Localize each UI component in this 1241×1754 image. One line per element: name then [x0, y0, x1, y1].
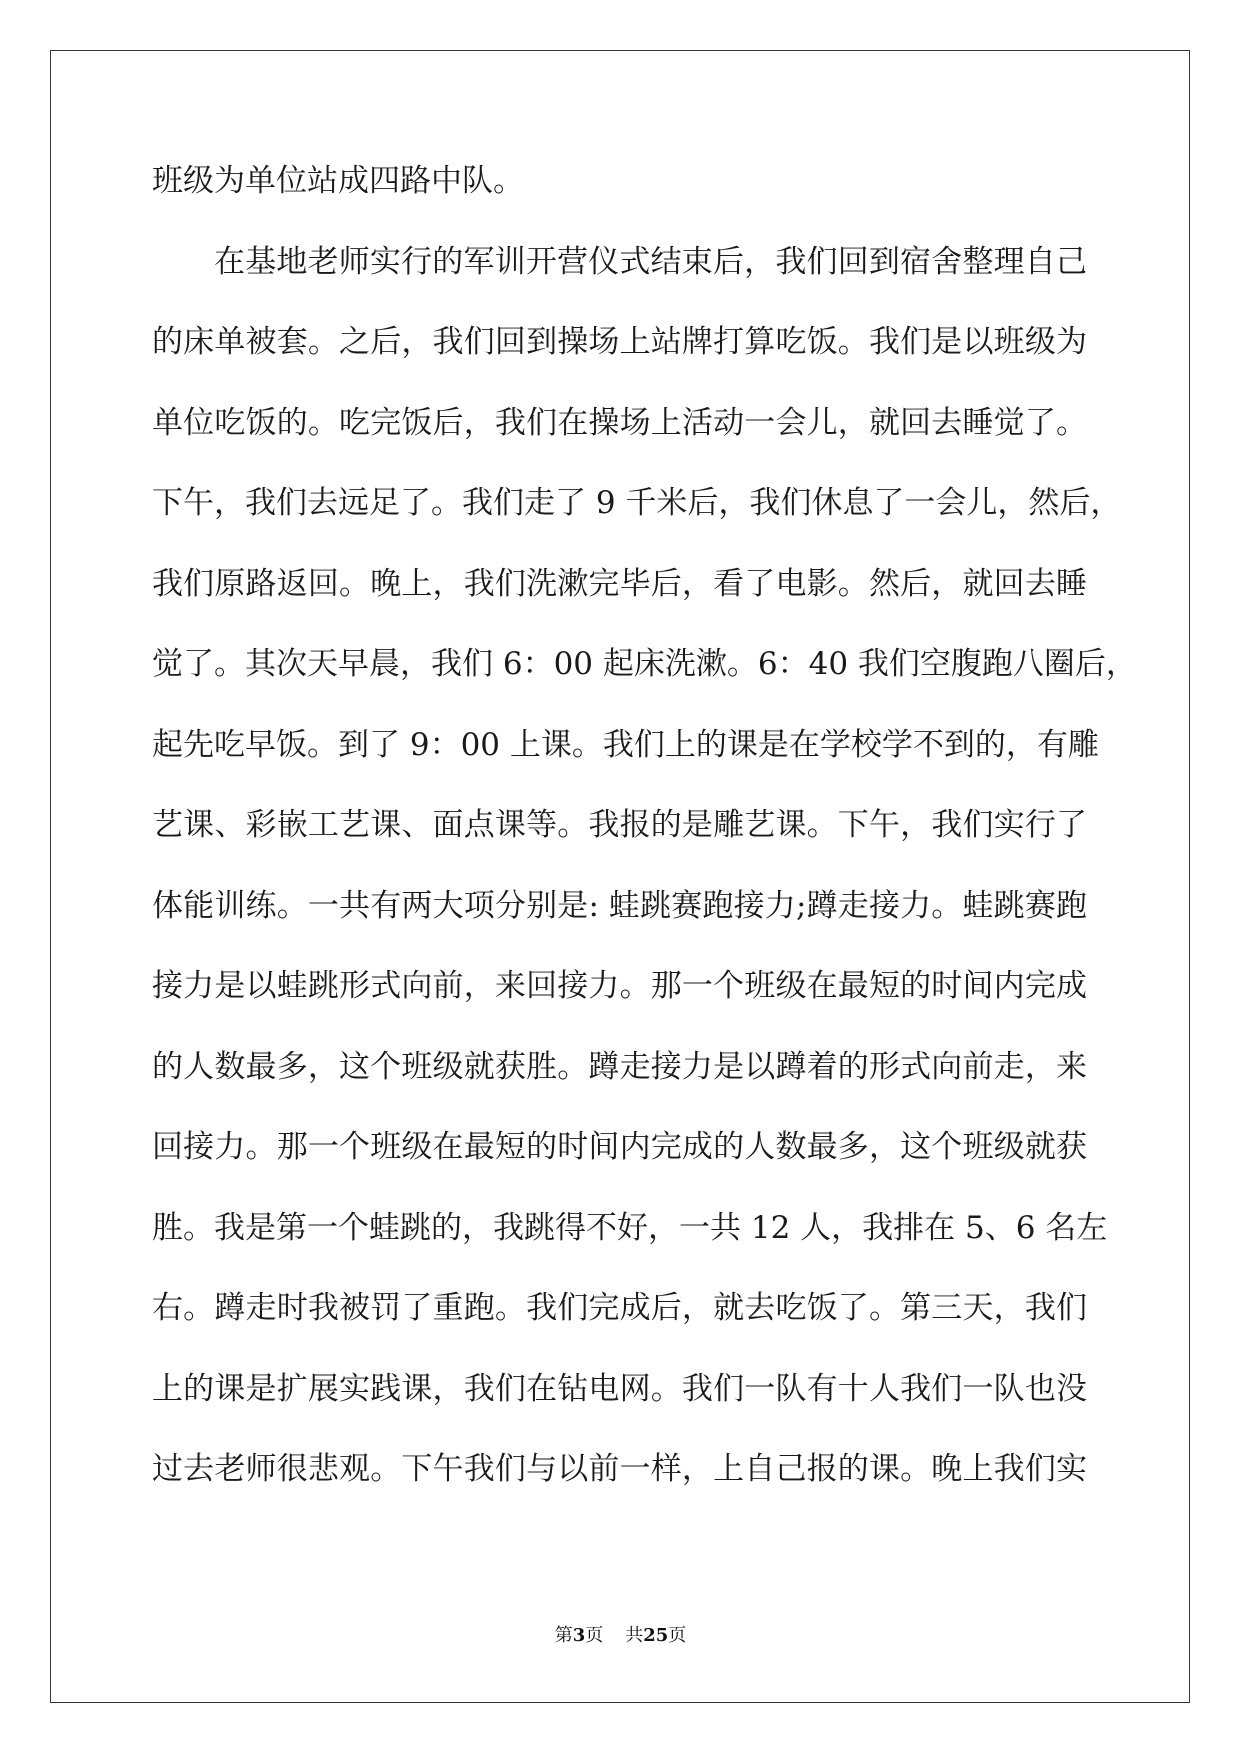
paragraph-start-line: 在基地老师实行的军训开营仪式结束后，我们回到宿舍整理自己: [214, 243, 1087, 280]
text-line: 右。蹲走时我被罚了重跑。我们完成后，就去吃饭了。第三天，我们: [152, 1290, 1087, 1326]
page-label-prefix: 第: [554, 1625, 573, 1646]
text-line: 班级为单位站成四路中队。: [152, 163, 524, 199]
text-line: 过去老师很悲观。下午我们与以前一样，上自己报的课。晚上我们实: [152, 1451, 1087, 1487]
text-line: 回接力。那一个班级在最短的时间内完成的人数最多，这个班级就获: [152, 1129, 1087, 1165]
page-footer: [0, 1624, 1241, 1648]
text-line: 单位吃饭的。吃完饭后，我们在操场上活动一会儿，就回去睡觉了。: [152, 404, 1087, 441]
total-page-count: 25: [643, 1625, 669, 1646]
text-line: 上的课是扩展实践课，我们在钻电网。我们一队有十人我们一队也没: [152, 1370, 1087, 1407]
text-line: 下午，我们去远足了。我们走了 9 千米后，我们休息了一会儿，然后，: [152, 485, 1122, 521]
total-label-suffix: 页: [668, 1625, 687, 1646]
text-line: 体能训练。一共有两大项分别是: 蛙跳赛跑接力;蹲走接力。蛙跳赛跑: [152, 887, 1087, 924]
text-line: 觉了。其次天早晨，我们 6：00 起床洗漱。6：40 我们空腹跑八圈后，: [152, 646, 1137, 682]
text-line: 艺课、彩嵌工艺课、面点课等。我报的是雕艺课。下午，我们实行了: [152, 807, 1087, 843]
body-text: [152, 152, 1137, 1521]
total-label-prefix: 共: [625, 1625, 644, 1646]
page-label-suffix: 页: [585, 1625, 604, 1646]
text-line: 的人数最多，这个班级就获胜。蹲走接力是以蹲着的形式向前走，来: [152, 1048, 1087, 1085]
text-line: 起先吃早饭。到了 9：00 上课。我们上的课是在学校学不到的，有雕: [152, 726, 1099, 763]
text-line: 我们原路返回。晚上，我们洗漱完毕后，看了电影。然后，就回去睡: [152, 565, 1087, 602]
text-line: 胜。我是第一个蛙跳的，我跳得不好，一共 12 人，我排在 5、6 名左: [152, 1209, 1108, 1246]
text-line: 接力是以蛙跳形式向前，来回接力。那一个班级在最短的时间内完成: [152, 968, 1087, 1004]
text-line: 的床单被套。之后，我们回到操场上站牌打算吃饭。我们是以班级为: [152, 324, 1087, 360]
current-page-number: 3: [572, 1625, 586, 1646]
